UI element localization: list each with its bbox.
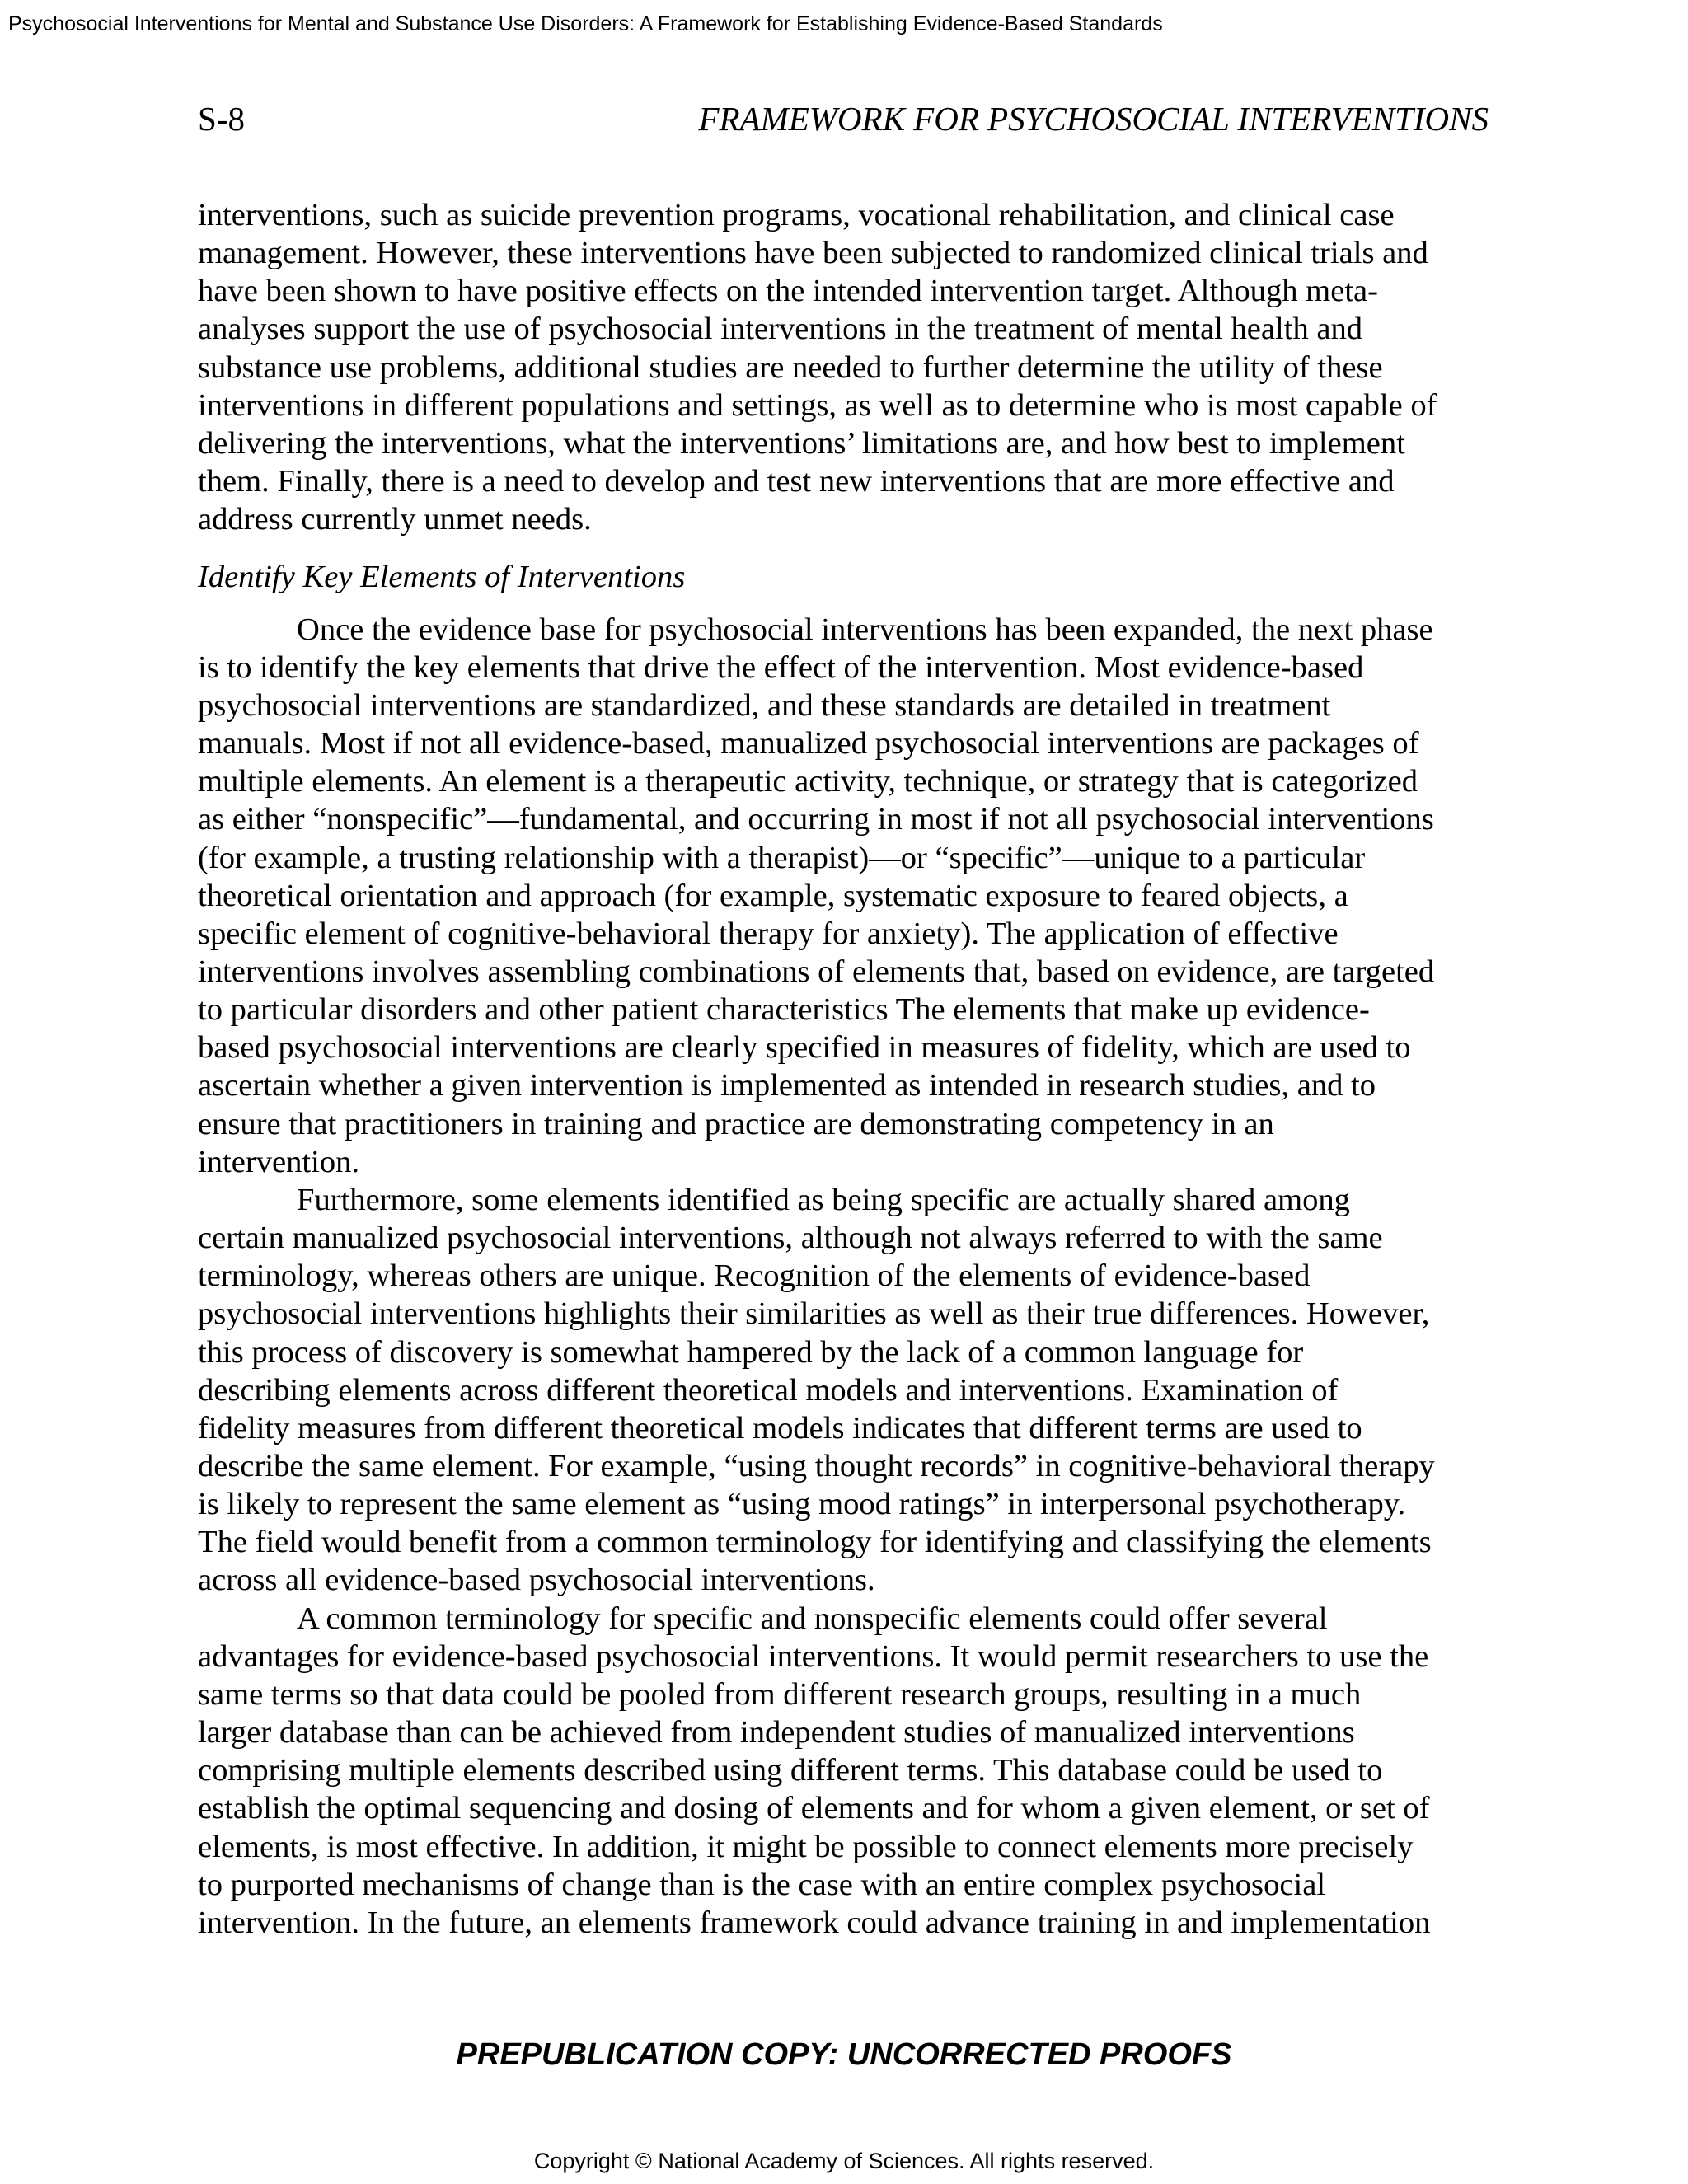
text-line: address currently unmet needs. <box>198 502 592 537</box>
text-line: across all evidence-based psychosocial interventions. <box>198 1563 875 1598</box>
text-line: intervention. <box>198 1144 360 1179</box>
running-title: FRAMEWORK FOR PSYCHOSOCIAL INTERVENTIONS <box>698 100 1489 138</box>
text-line: management. However, these interventions have been subjected to randomized clinical trials and <box>198 236 1428 271</box>
prepublication-notice: PREPUBLICATION COPY: UNCORRECTED PROOFS <box>456 2037 1232 2072</box>
text-line: them. Finally, there is a need to develop and test new interventions that are more effective and <box>198 464 1395 499</box>
text-line: interventions, such as suicide prevention programs, vocational rehabilitation, and clinical case <box>198 198 1395 232</box>
page-number: S-8 <box>198 100 245 138</box>
text-line: substance use problems, additional studies are needed to further determine the utility of these <box>198 349 1383 385</box>
text-line: advantages for evidence-based psychosocial interventions. It would permit researchers to use the <box>198 1638 1429 1674</box>
text-line: analyses support the use of psychosocial interventions in the treatment of mental health and <box>198 312 1363 347</box>
paragraph-3 <box>198 1181 1500 1600</box>
copyright-notice: Copyright © National Academy of Sciences. All rights reserved. <box>533 2149 1155 2173</box>
text-line: ascertain whether a given intervention is implemented as intended in research studies, and to <box>198 1068 1376 1104</box>
paragraph-2 <box>198 611 1500 1181</box>
text-line: manuals. Most if not all evidence-based, manualized psychosocial interventions are packages of <box>198 726 1419 762</box>
text-line: is likely to represent the same element as “using mood ratings” in interpersonal psychotherapy. <box>198 1487 1406 1522</box>
text-line: to purported mechanisms of change than is the case with an entire complex psychosocial <box>198 1867 1326 1902</box>
text-line: certain manualized psychosocial interventions, although not always referred to with the same <box>198 1221 1383 1256</box>
text-line: multiple elements. An element is a therapeutic activity, technique, or strategy that is categorized <box>198 764 1418 799</box>
text-line: ensure that practitioners in training and practice are demonstrating competency in an <box>198 1106 1274 1141</box>
text-line: larger database than can be achieved from independent studies of manualized interventions <box>198 1715 1355 1750</box>
text-line: A common terminology for specific and nonspecific elements could offer several <box>297 1601 1328 1636</box>
text-line: establish the optimal sequencing and dosing of elements and for whom a given element, or set of <box>198 1791 1430 1826</box>
text-line: fidelity measures from different theoretical models indicates that different terms are used to <box>198 1410 1362 1446</box>
body-text <box>198 196 1500 1942</box>
text-line: describe the same element. For example, “using thought records” in cognitive-behavioral therapy <box>198 1449 1435 1483</box>
text-line: based psychosocial interventions are clearly specified in measures of fidelity, which are used to <box>198 1030 1411 1066</box>
text-line: Once the evidence base for psychosocial interventions has been expanded, the next phase <box>297 612 1433 647</box>
text-line: comprising multiple elements described using different terms. This database could be used to <box>198 1753 1383 1788</box>
text-line: interventions involves assembling combinations of elements that, based on evidence, are targeted <box>198 954 1435 989</box>
text-line: terminology, whereas others are unique. Recognition of the elements of evidence-based <box>198 1258 1311 1294</box>
text-line: this process of discovery is somewhat hampered by the lack of a common language for <box>198 1334 1304 1370</box>
text-line: elements, is most effective. In addition, it might be possible to connect elements more precisely <box>198 1829 1414 1864</box>
text-line: interventions in different populations and settings, as well as to determine who is most capable of <box>198 387 1437 423</box>
text-line: have been shown to have positive effects on the intended intervention target. Although meta- <box>198 274 1379 309</box>
text-line: (for example, a trusting relationship with a therapist)—or “specific”—unique to a particular <box>198 840 1366 875</box>
text-line: psychosocial interventions are standardized, and these standards are detailed in treatment <box>198 687 1331 723</box>
page-header <box>198 96 1489 142</box>
text-line: same terms so that data could be pooled from different research groups, resulting in a much <box>198 1676 1362 1712</box>
book-title: Psychosocial Interventions for Mental and Substance Use Disorders: A Framework for Establishing Evidence-Based Standards <box>8 12 1163 35</box>
text-line: psychosocial interventions highlights their similarities as well as their true differences. However, <box>198 1296 1430 1332</box>
section-heading: Identify Key Elements of Interventions <box>198 560 686 595</box>
text-line: theoretical orientation and approach (for example, systematic exposure to feared objects, a <box>198 878 1348 913</box>
text-line: is to identify the key elements that drive the effect of the intervention. Most evidence-based <box>198 649 1364 685</box>
paragraph-4 <box>198 1600 1500 1942</box>
text-line: delivering the interventions, what the interventions’ limitations are, and how best to implement <box>198 425 1405 461</box>
text-line: to particular disorders and other patient characteristics The elements that make up evidence- <box>198 992 1370 1028</box>
paragraph-1 <box>198 196 1500 538</box>
text-line: specific element of cognitive-behavioral therapy for anxiety). The application of effective <box>198 916 1339 951</box>
text-line: The field would benefit from a common terminology for identifying and classifying the elements <box>198 1525 1432 1560</box>
text-line: intervention. In the future, an elements framework could advance training in and implementation <box>198 1905 1431 1940</box>
text-line: as either “nonspecific”—fundamental, and occurring in most if not all psychosocial interventions <box>198 802 1434 837</box>
text-line: Furthermore, some elements identified as being specific are actually shared among <box>297 1182 1350 1217</box>
text-line: describing elements across different theoretical models and interventions. Examination of <box>198 1372 1339 1408</box>
